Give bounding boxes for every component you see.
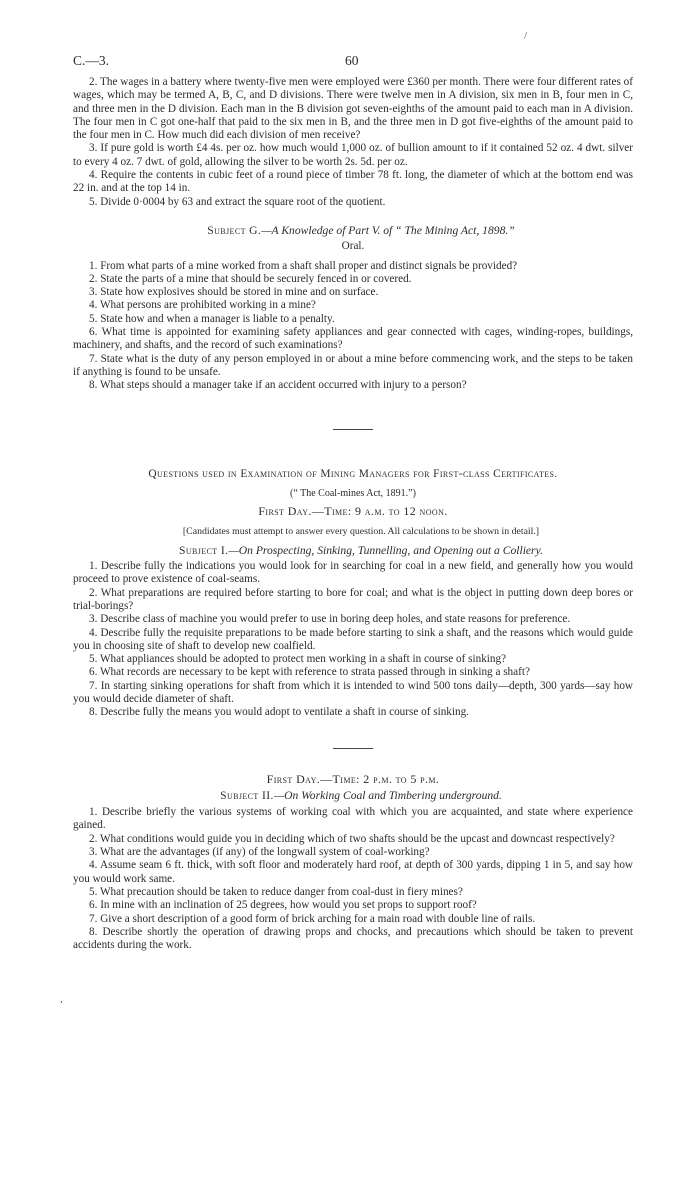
question: 3. Describe class of machine you would prefer to use in boring deep holes, and state reasons for preference.: [89, 613, 571, 626]
first-day-morning-time: First Day.—Time: 9 a.m. to 12 noon.: [258, 504, 448, 519]
arithmetic-questions: [73, 76, 633, 209]
question: 2. What conditions would guide you in deciding which of two shafts should be the upcast and downcast respectively?: [89, 832, 615, 845]
exam-title: Questions used in Examination of Mining Managers for First-class Certificates.: [148, 467, 558, 480]
question: 5. State how and when a manager is liable to a penalty.: [89, 312, 335, 325]
question: 7. State what is the duty of any person employed in or about a mine before commencing work, and the steps to be taken if anything is found to be unsafe.: [73, 352, 633, 378]
subject-i-questions: [73, 560, 633, 720]
pencil-mark: /: [524, 30, 528, 42]
question: 4. Assume seam 6 ft. thick, with soft floor and moderately hard roof, at depth of 300 yards, dipping 1 in 5, and say how you would work same.: [73, 859, 633, 885]
exam-instructions: [Candidates must attempt to answer every question. All calculations to be shown in detail.]: [182, 526, 540, 538]
subject-g-heading: Subject G.—A Knowledge of Part V. of “ The Mining Act, 1898.”: [207, 223, 515, 237]
question: 8. Describe fully the means you would adopt to ventilate a shaft in course of sinking.: [89, 706, 469, 719]
question: 6. What time is appointed for examining safety appliances and gear connected with cages, winding-ropes, buildings, machinery, and shafts, and the record of such examinations?: [73, 326, 633, 352]
question: 7. In starting sinking operations for shaft from which it is intended to wind 500 tons daily—depth, 300 yards—say how you would decide diameter of shaft.: [73, 679, 633, 705]
question-4: 4. Require the contents in cubic feet of a round piece of timber 78 ft. long, the diameter of which at the bottom end was 22 in. and at the top 14 in.: [73, 169, 633, 195]
question: 8. Describe shortly the operation of drawing props and chocks, and precautions which should be taken to prevent accidents during the work.: [73, 925, 633, 952]
subject-i-heading: Subject I.—On Prospecting, Sinking, Tunnelling, and Opening out a Colliery.: [179, 543, 543, 557]
question: 2. State the parts of a mine that should be securely fenced in or covered.: [89, 272, 412, 285]
question: 6. In mine with an inclination of 25 degrees, how would you set props to support roof?: [89, 899, 477, 912]
exam-act: (“ The Coal-mines Act, 1891.”): [290, 487, 416, 499]
subject-g-mode: Oral.: [341, 240, 365, 253]
document-page: [73, 54, 633, 952]
question: 4. Describe fully the requisite preparations to be made before starting to sink a shaft, and the reasons which would guide you in choosing site of shaft to develop new coalfield.: [73, 626, 633, 652]
margin-mark: ,: [60, 993, 63, 1005]
page-header: [73, 54, 633, 76]
question: 3. What are the advantages (if any) of the longwall system of coal-working?: [89, 846, 430, 859]
subject-ii-heading: Subject II.—On Working Coal and Timbering underground.: [220, 788, 502, 802]
question-3: 3. If pure gold is worth £4 4s. per oz. how much would 1,000 oz. of bullion amount to if it contained 52 oz. 4 dwt. silver to every 4 oz. 7 dwt. of gold, allowing the silver to be worth 2s. 5d. per oz.: [73, 142, 633, 168]
question: 4. What persons are prohibited working in a mine?: [89, 299, 316, 312]
question: 5. What appliances should be adopted to protect men working in a shaft in course of sinking?: [89, 653, 507, 666]
question-5: 5. Divide 0·0004 by 63 and extract the square root of the quotient.: [89, 195, 386, 208]
page-number: 60: [345, 53, 359, 68]
question: 6. What records are necessary to be kept with reference to strata passed through in sinking a shaft?: [89, 666, 530, 679]
question: 7. Give a short description of a good form of brick arching for a main road with double line of rails.: [89, 912, 536, 925]
document-reference: C.—3.: [73, 53, 110, 68]
question: 1. Describe briefly the various systems of working coal with which you are acquainted, and state where experience gained.: [73, 806, 633, 832]
question: 1. From what parts of a mine worked from a shaft shall proper and distinct signals be provided?: [89, 259, 518, 272]
first-day-afternoon-time: First Day.—Time: 2 p.m. to 5 p.m.: [266, 771, 440, 786]
question: 3. State how explosives should be stored in mine and on surface.: [89, 286, 379, 299]
question: 8. What steps should a manager take if an accident occurred with injury to a person?: [89, 379, 467, 392]
question: 2. What preparations are required before starting to bore for coal; and what is the object in putting down deep bores or trial-borings?: [73, 586, 633, 612]
subject-ii-questions: [73, 806, 633, 952]
question-2: 2. The wages in a battery where twenty-five men were employed were £360 per month. There were four different rates of wages, which may be termed A, B, C, and D divisions. There were twelve men in A division, six men in B, four men in C, and three men in the D division. Each man in the B division got seven-eighths of the amount paid to each man in A division. The four men in C got one-half that paid to the six men in B, and the three men in D got five-eighths of the amount paid to the four men in C. How much did each division of men receive?: [73, 76, 633, 142]
subject-g-questions: [73, 260, 633, 393]
question: 1. Describe fully the indications you would look for in searching for coal in a new field, and generally how you would proceed to prove existence of coal-seams.: [73, 560, 633, 586]
question: 5. What precaution should be taken to reduce danger from coal-dust in fiery mines?: [89, 885, 463, 898]
